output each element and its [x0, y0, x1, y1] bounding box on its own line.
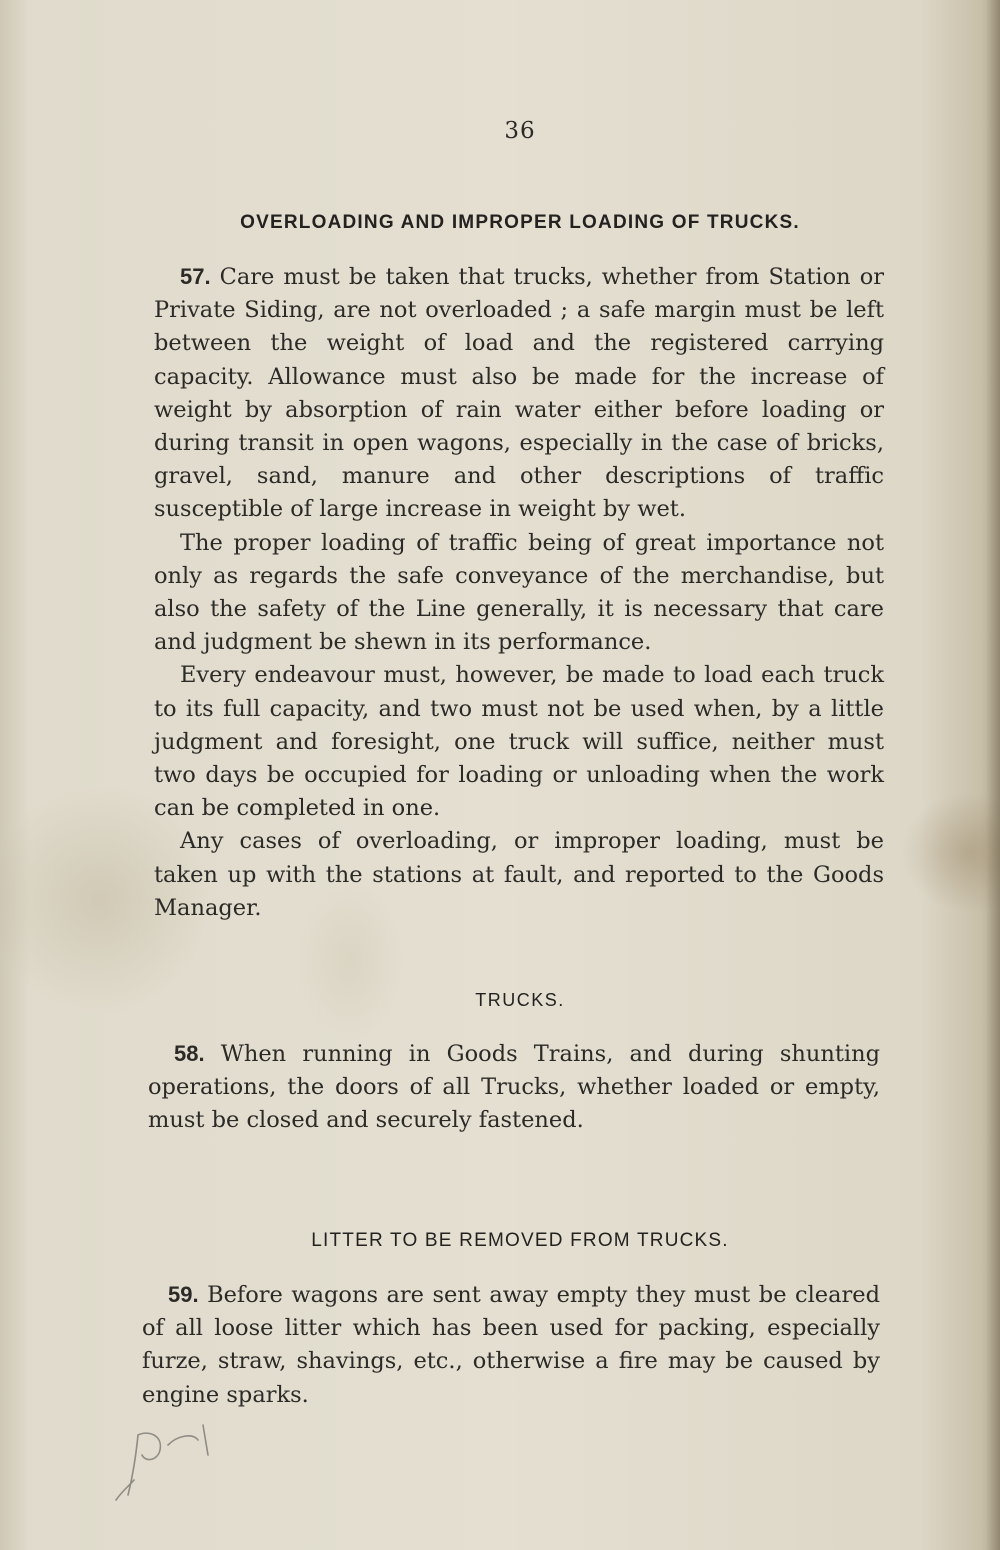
paragraph: [154, 260, 884, 527]
section-heading-overloading: OVERLOADING AND IMPROPER LOADING OF TRUCKS.: [240, 212, 800, 233]
section-number: 58.: [174, 1041, 205, 1066]
page-number: 36: [504, 118, 536, 144]
paragraph-text: When running in Goods Trains, and during shunting operations, the doors of all Trucks, whether loaded or empty, must be closed and securely fastened.: [148, 1041, 880, 1134]
paragraph: Any cases of overloading, or improper loading, must be taken up with the stations at fault, and reported to the Goods Manager.: [154, 828, 884, 921]
paragraph: [148, 1037, 880, 1138]
paragraph: Every endeavour must, however, be made to load each truck to its full capacity, and two must not be used when, by a little judgment and foresight, one truck will suffice, neither must two days be occupied for loading or unloading when the work can be completed in one.: [154, 662, 884, 822]
section-number: 59.: [168, 1282, 199, 1307]
section-59: [142, 1278, 880, 1412]
paragraph: [142, 1278, 880, 1412]
paragraph-text: Before wagons are sent away empty they must be cleared of all loose litter which has been used for packing, especially furze, straw, shavings, etc., otherwise a fire may be caused by engine sparks.: [142, 1282, 880, 1408]
pencil-scribble: [108, 1395, 278, 1505]
paragraph: The proper loading of traffic being of great importance not only as regards the safe conveyance of the merchandise, but also the safety of the Line generally, it is necessary that care and judgment be shewn in its performance.: [154, 529, 884, 656]
section-heading-litter: LITTER TO BE REMOVED FROM TRUCKS.: [311, 1230, 729, 1251]
section-number: 57.: [180, 264, 211, 289]
section-57: [154, 260, 884, 925]
section-heading-trucks: TRUCKS.: [475, 990, 565, 1010]
paragraph-text: Care must be taken that trucks, whether from Station or Private Siding, are not overloaded ; a safe margin must be left between the weight of load and the registered carrying capacity. Allowance must also be made for the increase of weight by absorption of rain water either before loading or during transit in open wagons, especially in the case of bricks, gravel, sand, manure and other descriptions of traffic susceptible of large increase in weight by wet.: [154, 264, 884, 523]
section-58: [148, 1037, 880, 1138]
